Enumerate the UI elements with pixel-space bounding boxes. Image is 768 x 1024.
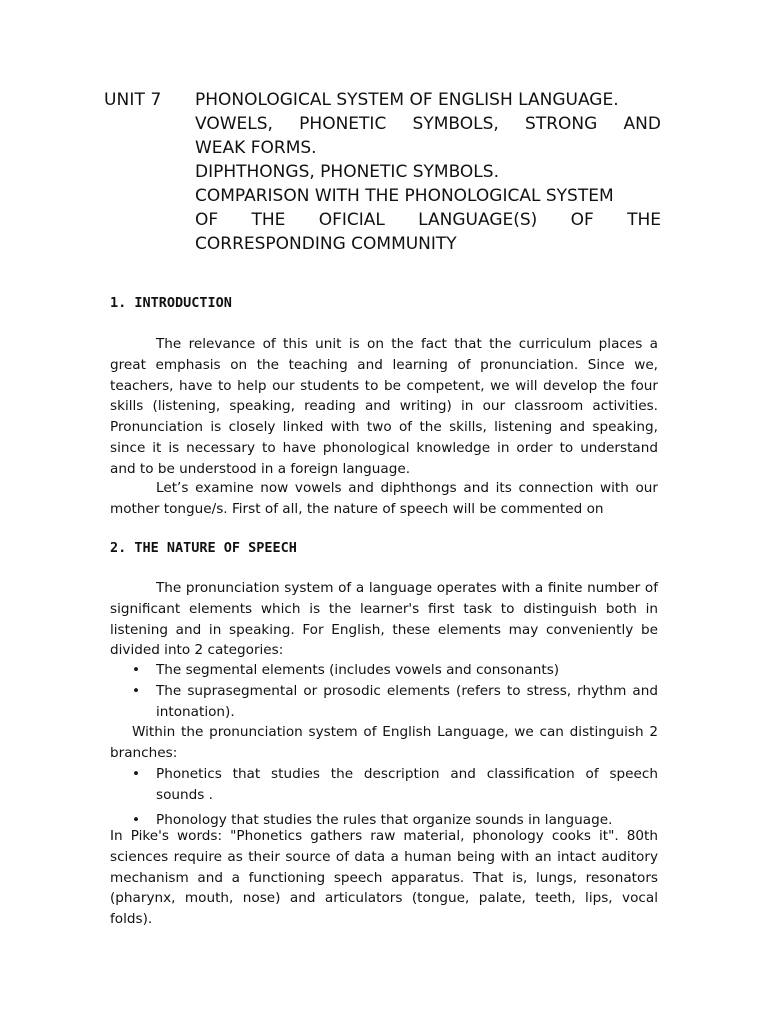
section-heading-introduction: 1. INTRODUCTION bbox=[110, 295, 232, 311]
list-item-text: Phonology that studies the rules that organize sounds in language. bbox=[156, 811, 613, 828]
title-line: OF THE OFICIAL LANGUAGE(S) OF THE bbox=[195, 210, 661, 230]
speech-paragraph-2: Within the pronunciation system of English Language, we can distinguish 2 branches: bbox=[110, 724, 658, 761]
title-line: DIPHTHONGS, PHONETIC SYMBOLS. bbox=[195, 162, 499, 182]
branches-list bbox=[110, 764, 658, 830]
categories-list bbox=[110, 660, 658, 722]
bullet-icon: • bbox=[132, 811, 141, 828]
list-item-text: The suprasegmental or prosodic elements (refers to stress, rhythm and intonation). bbox=[156, 682, 658, 720]
title-line: WEAK FORMS. bbox=[195, 138, 317, 158]
list-item bbox=[110, 660, 658, 681]
section-heading-nature-of-speech: 2. THE NATURE OF SPEECH bbox=[110, 540, 297, 556]
intro-paragraph-2: Let’s examine now vowels and diphthongs and its connection with our mother tongue/s. First of all, the nature of speech will be commented on bbox=[110, 480, 658, 517]
speech-paragraph-1: The pronunciation system of a language operates with a finite number of significant elements which is the learner's first task to distinguish both in listening and in speaking. For English, these elements may conveniently be divided into 2 categories: bbox=[110, 580, 658, 659]
bullet-icon: • bbox=[132, 766, 141, 782]
title-line: PHONOLOGICAL SYSTEM OF ENGLISH LANGUAGE. bbox=[195, 90, 619, 110]
speech-paragraph-3: In Pike's words: "Phonetics gathers raw material, phonology cooks it". 80th sciences require as their source of data a human being with an intact auditory mechanism and a functioning speech apparatus. That is, lungs, resonators (pharynx, mouth, nose) and articulators (tongue, palate, teeth, lips, vocal folds). bbox=[110, 828, 658, 928]
list-item bbox=[110, 764, 658, 806]
title-line: VOWELS, PHONETIC SYMBOLS, STRONG AND bbox=[195, 114, 661, 134]
list-item-text: The segmental elements (includes vowels and consonants) bbox=[156, 662, 560, 678]
bullet-icon: • bbox=[132, 682, 141, 699]
title-line: CORRESPONDING COMMUNITY bbox=[195, 234, 457, 254]
list-item bbox=[110, 681, 658, 723]
list-item-text: Phonetics that studies the description and classification of speech sounds . bbox=[156, 766, 658, 803]
intro-paragraph-1: The relevance of this unit is on the fact that the curriculum places a great emphasis on the teaching and learning of pronunciation. Since we, teachers, have to help our students to be competent, we will develop the four skills (listening, speaking, reading and writing) in our classroom activities. Pronunciation is closely linked with two of the skills, listening and speaking, since it is necessary to have phonological knowledge in order to understand and to be understood in a foreign language. bbox=[110, 336, 658, 477]
title-line: COMPARISON WITH THE PHONOLOGICAL SYSTEM bbox=[195, 186, 614, 206]
unit-label: UNIT 7 bbox=[104, 90, 162, 110]
bullet-icon: • bbox=[132, 662, 141, 678]
